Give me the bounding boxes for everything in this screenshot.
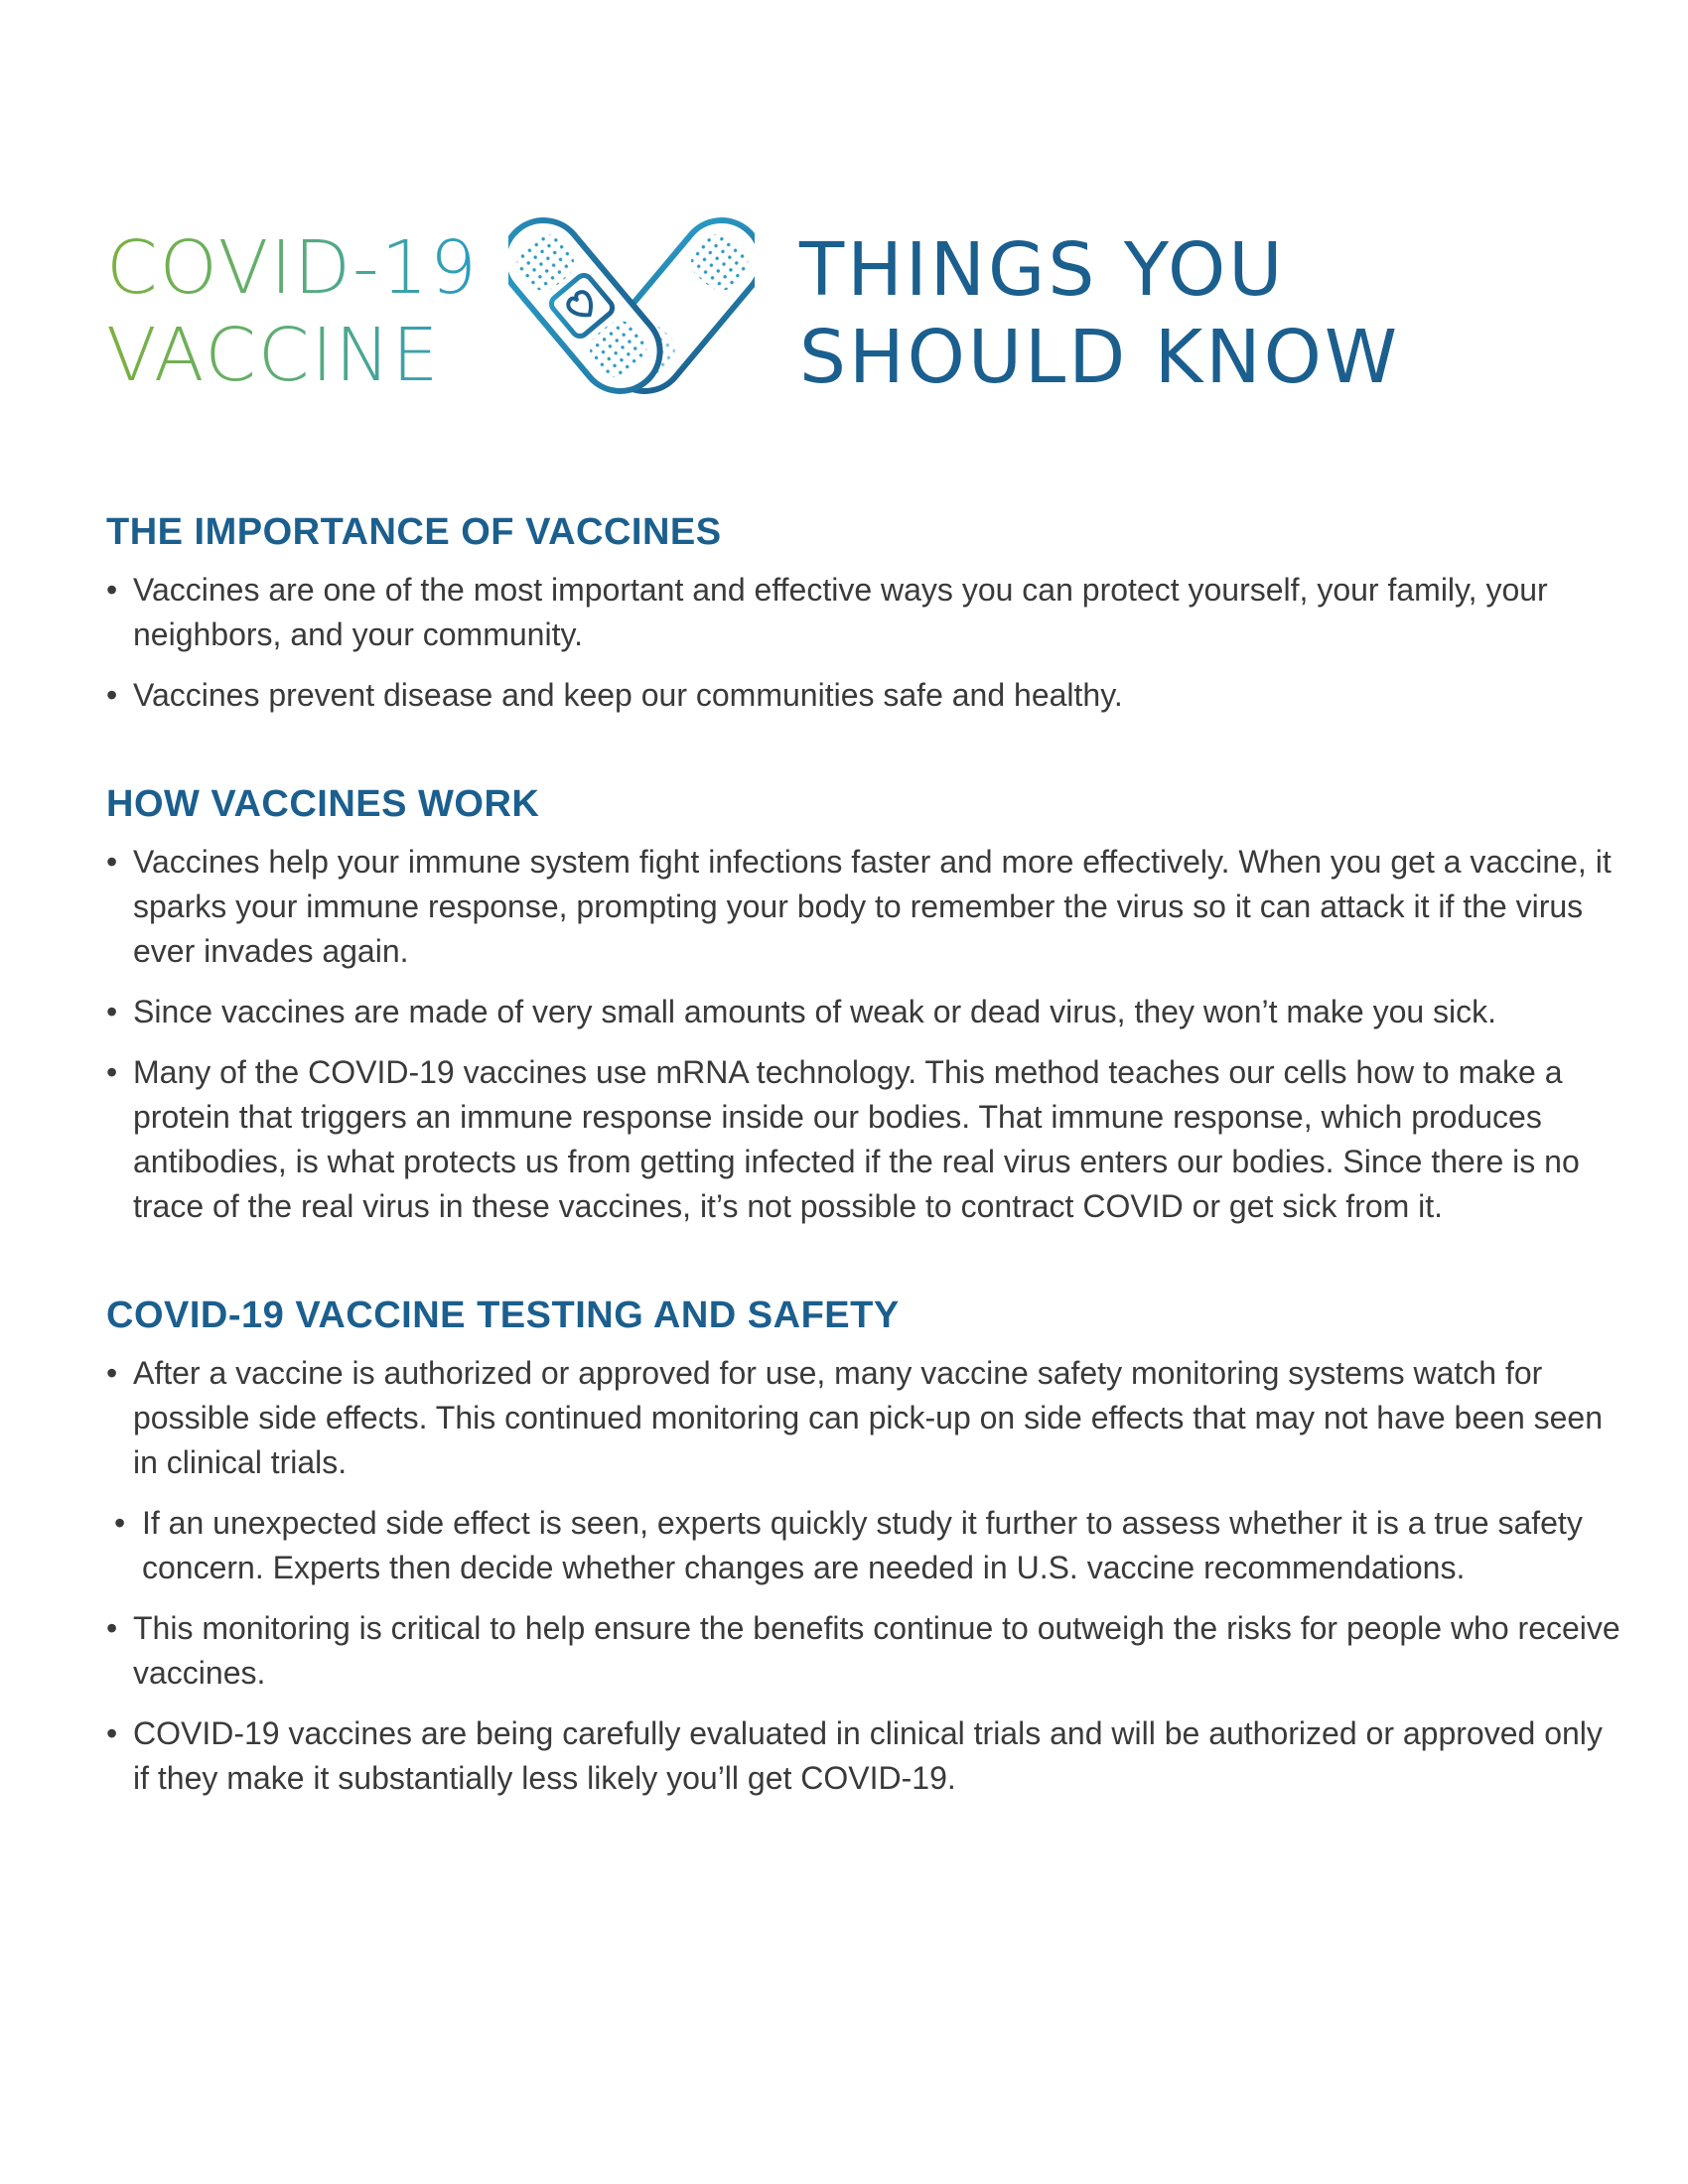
bullet-item: • Vaccines are one of the most important and effective ways you can protect yourself, your family, your neighbors, and your community. <box>106 568 1622 657</box>
bullet-item: • Since vaccines are made of very small amounts of weak or dead virus, they won’t make you sick. <box>106 990 1622 1034</box>
title-left-line-2: VACCINE <box>106 313 441 398</box>
section-heading: HOW VACCINES WORK <box>106 783 540 825</box>
content <box>106 511 1620 1866</box>
title-covid-vaccine <box>106 224 479 399</box>
title-right-line-1: THINGS YOU <box>799 227 1286 313</box>
bullet-item: • Vaccines prevent disease and keep our communities safe and healthy. <box>106 673 1622 718</box>
bandage-heart-icon <box>508 206 755 417</box>
title-right-line-2: SHOULD KNOW <box>799 315 1401 400</box>
section-testing-and-safety <box>106 1295 1620 1801</box>
bullet-item: • After a vaccine is authorized or approved for use, many vaccine safety monitoring systems watch for possible side effects. This continued monitoring can pick-up on side effects that may not have been seen in clinical trials. <box>106 1351 1622 1485</box>
bullet-item: • COVID-19 vaccines are being carefully evaluated in clinical trials and will be authorized or approved only if they make it substantially less likely you’ll get COVID-19. <box>106 1711 1622 1801</box>
section-heading: THE IMPORTANCE OF VACCINES <box>106 511 722 553</box>
bullet-list <box>106 1351 1620 1801</box>
section-heading: COVID-19 VACCINE TESTING AND SAFETY <box>106 1295 900 1336</box>
section-how-vaccines-work <box>106 783 1612 1229</box>
bullet-item: • Many of the COVID-19 vaccines use mRNA technology. This method teaches our cells how to make a protein that triggers an immune response inside our bodies. That immune response, which produces antibodies, is what protects us from getting infected if the real virus enters our bodies. Since there is no trace of the real virus in these vaccines, it’s not possible to contract COVID or get sick from it. <box>106 1050 1622 1229</box>
bullet-list <box>106 840 1612 1229</box>
title-things-you-should-know <box>799 226 1400 401</box>
bullet-item: • This monitoring is critical to help ensure the benefits continue to outweigh the risks for people who receive vaccines. <box>106 1606 1622 1696</box>
bullet-item: • If an unexpected side effect is seen, experts quickly study it further to assess whether it is a true safety concern. Experts then decide whether changes are needed in U.S. vaccine recommendations. <box>106 1501 1631 1590</box>
title-left-line-1: COVID-19 <box>106 225 479 311</box>
section-importance <box>106 511 1596 718</box>
bullet-list <box>106 568 1596 718</box>
bullet-item: • Vaccines help your immune system fight infections faster and more effectively. When you get a vaccine, it sparks your immune response, prompting your body to remember the virus so it can attack it if the virus ever invades again. <box>106 840 1622 974</box>
